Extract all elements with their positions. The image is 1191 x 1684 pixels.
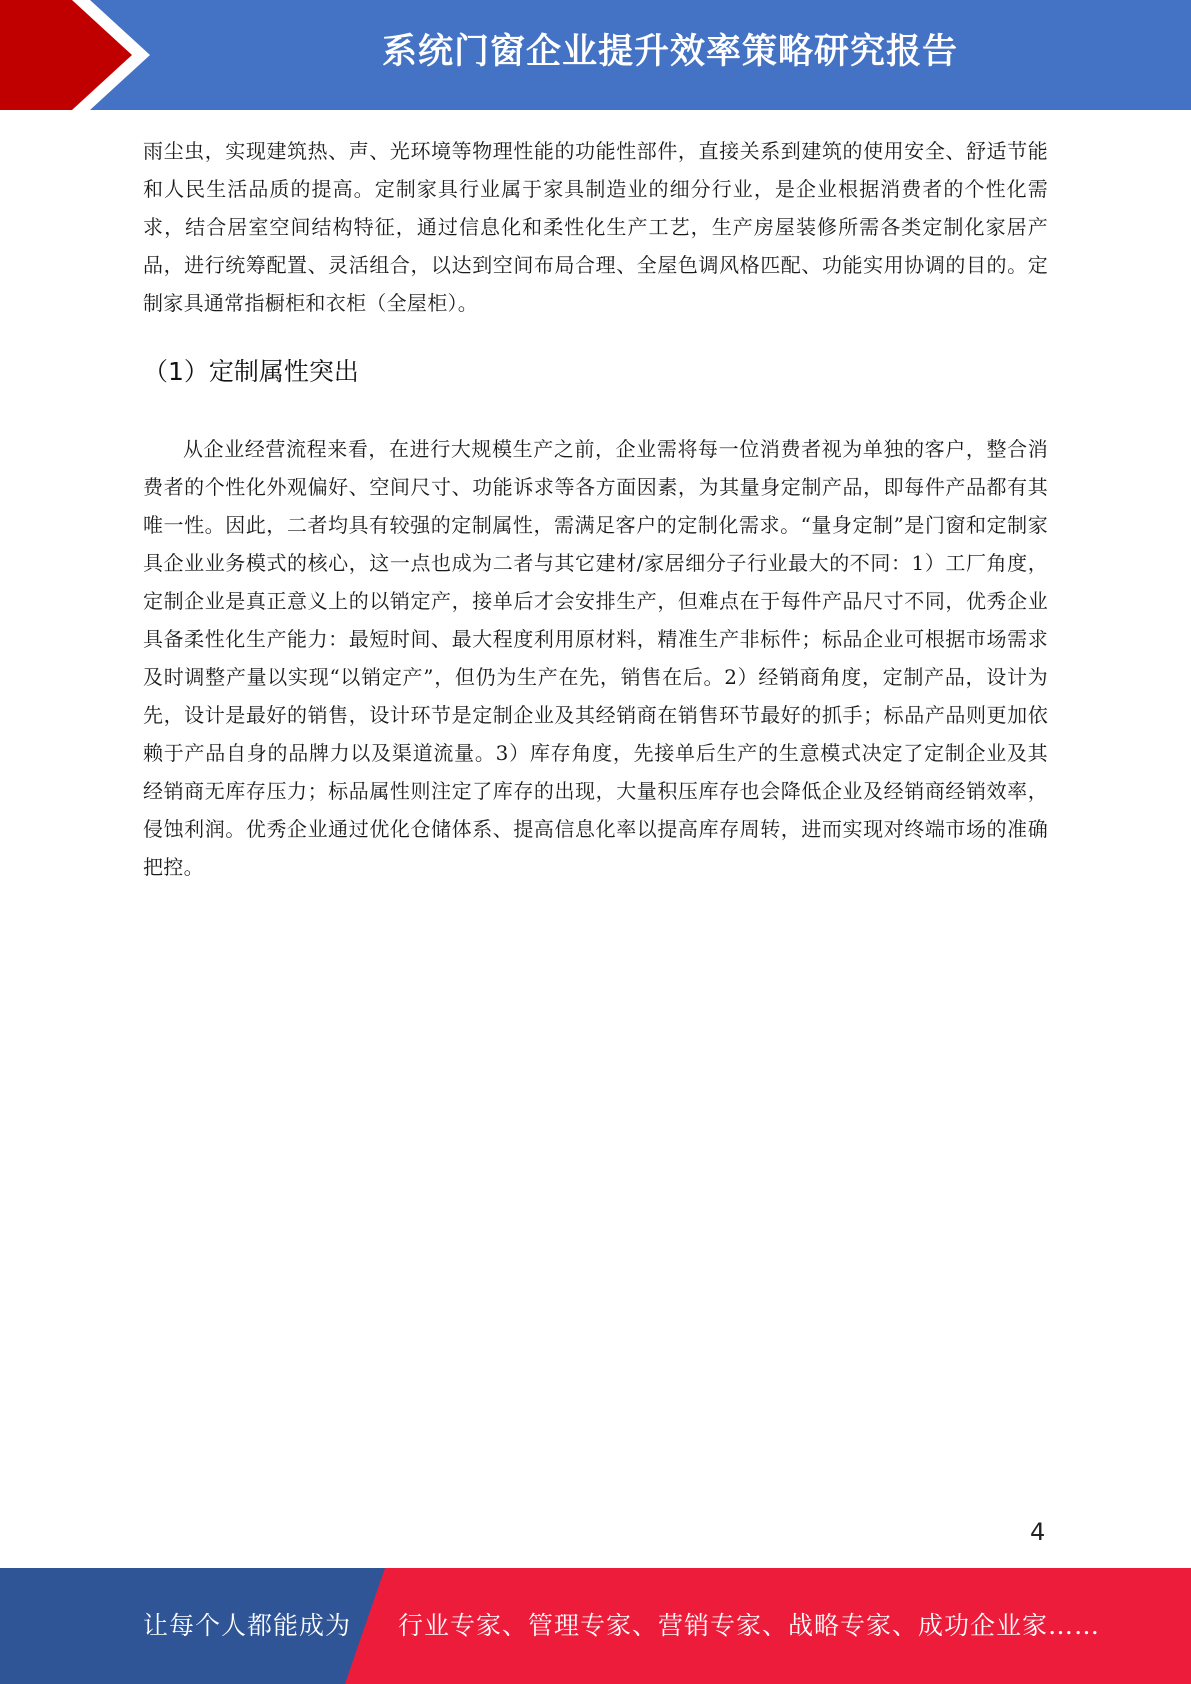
main-content (143, 132, 1048, 886)
page-number: 4 (1030, 1518, 1046, 1546)
footer-slogan-left: 让每个人都能成为 (143, 1611, 352, 1640)
footer-slogan-right: 行业专家、管理专家、营销专家、战略专家、成功企业家…… (398, 1611, 1101, 1640)
header-arrow-decoration (0, 0, 160, 110)
section-paragraph: 从企业经营流程来看，在进行大规模生产之前，企业需将每一位消费者视为单独的客户，整合消费者的个性化外观偏好、空间尺寸、功能诉求等各方面因素，为其量身定制产品，即每件产品都有其唯一性。因此，二者均具有较强的定制属性，需满足客户的定制化需求。“量身定制”是门窗和定制家具企业业务模式的核心，这一点也成为二者与其它建材/家居细分子行业最大的不同：1）工厂角度，定制企业是真正意义上的以销定产，接单后才会安排生产，但难点在于每件产品尺寸不同，优秀企业具备柔性化生产能力：最短时间、最大程度利用原材料，精准生产非标件；标品企业可根据市场需求及时调整产量以实现“以销定产”，但仍为生产在先，销售在后。2）经销商角度，定制产品，设计为先，设计是最好的销售，设计环节是定制企业及其经销商在销售环节最好的抓手；标品产品则更加依赖于产品自身的品牌力以及渠道流量。3）库存角度，先接单后生产的生意模式决定了定制企业及其经销商无库存压力；标品属性则注定了库存的出现，大量积压库存也会降低企业及经销商经销效率，侵蚀利润。优秀企业通过优化仓储体系、提高信息化率以提高库存周转，进而实现对终端市场的准确把控。 (143, 437, 1048, 879)
section-heading: （1）定制属性突出 (143, 357, 359, 386)
header-banner (0, 0, 1191, 110)
document-title: 系统门窗企业提升效率策略研究报告 (381, 32, 958, 72)
footer-banner (0, 1568, 1191, 1684)
intro-paragraph: 雨尘虫，实现建筑热、声、光环境等物理性能的功能性部件，直接关系到建筑的使用安全、舒适节能和人民生活品质的提高。定制家具行业属于家具制造业的细分行业，是企业根据消费者的个性化需求，结合居室空间结构特征，通过信息化和柔性化生产工艺，生产房屋装修所需各类定制化家居产品，进行统筹配置、灵活组合，以达到空间布局合理、全屋色调风格匹配、功能实用协调的目的。定制家具通常指橱柜和衣柜（全屋柜）。 (143, 139, 1048, 315)
